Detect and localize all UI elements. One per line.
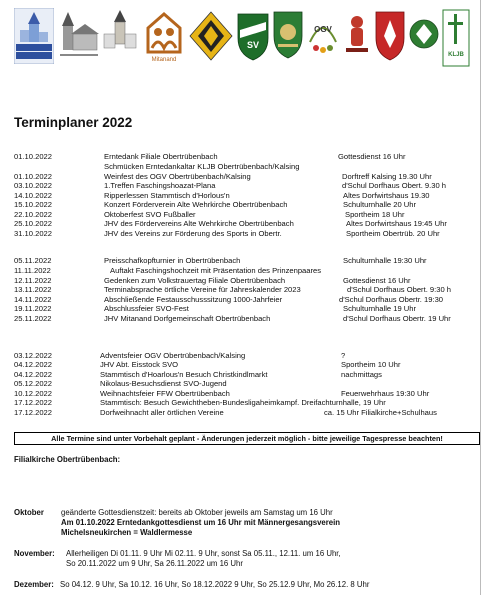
logo-kljb [442,8,470,68]
event-date: 17.12.2022 [14,398,53,407]
event-name: Stammtisch d'Hoarlous'n Besuch Christkindlmarkt [100,370,268,379]
event-date: 31.10.2022 [14,229,53,238]
event-place: Gottesdienst 16 Uhr [343,276,411,285]
event-name: Abschlussfeier SVO-Fest [104,304,189,313]
oktober-line-1: geänderte Gottesdienstzeit: bereits ab Oktober jeweils am Samstag um 16 Uhr [61,508,333,517]
event-date: 01.10.2022 [14,172,53,181]
oktober-label: Oktober [14,508,44,517]
event-date: 04.12.2022 [14,370,53,379]
event-place: d'Schul Dorfhaus Obert. 9.30 h [342,181,447,190]
event-date: 04.12.2022 [14,360,53,369]
event-name: JHV Abt. Eisstock SVO [100,360,179,369]
event-place: Altes Dorfwirtshaus 19:45 Uhr [346,219,447,228]
event-name: Ripperlessen Stammtisch d'Horlous'n [104,191,230,200]
event-name: Dorfweihnacht aller örtlichen Vereine [100,408,224,417]
event-place: Schulturnhalle 19 Uhr [343,304,417,313]
event-name: JHV Mitanand Dorfgemeinschaft Obertrübenbach [104,314,271,323]
event-name: Konzert Förderverein Alte Wehrkirche Obertrübenbach [104,200,288,209]
event-place: Sportheim 10 Uhr [341,360,401,369]
event-name: Weihnachtsfeier FFW Obertrübenbach [100,389,230,398]
event-date: 25.10.2022 [14,219,53,228]
event-date: 22.10.2022 [14,210,53,219]
dezember-line-1: So 04.12. 9 Uhr, Sa 10.12. 16 Uhr, So 18.12.2022 9 Uhr, So 25.12.9 Uhr, Mo 26.12. 8 Uhr [60,580,370,589]
logo-red-figure [342,8,372,64]
event-place: d'Schul Dorfhaus Obert. 9:30 h [347,285,452,294]
logo-fire-brigade-red [374,8,406,64]
logo-church-drawing [58,8,100,64]
svg-text:KLJB: KLJB [448,52,464,58]
logo-strip [14,8,470,70]
event-place: ca. 15 Uhr Filialkirche+Schulhaus [324,408,437,417]
page-title: Terminplaner 2022 [14,115,133,130]
event-place: Sportheim Obertrüb. 20 Uhr [346,229,440,238]
event-name: Weinfest des OGV Obertrübenbach/Kalsing [104,172,251,181]
event-name: Oktoberfest SVO Fußballer [104,210,196,219]
event-date: 12.11.2022 [14,276,52,285]
event-name: Terminabsprache örtliche Vereine für Jahreskalender 2023 [104,285,301,294]
event-date: 14.10.2022 [14,191,53,200]
svg-text:Mitanand: Mitanand [151,57,177,63]
disclaimer-notice: Alle Termine sind unter Vorbehalt geplant - Änderungen jederzeit möglich - bitte jeweilige Tagespresse beachten! [14,432,480,445]
event-date: 13.11.2022 [14,285,52,294]
november-line-2: So 20.11.2022 um 9 Uhr, Sa 26.11.2022 um 16 Uhr [66,559,243,568]
event-date: 19.11.2022 [14,304,52,313]
logo-sv [236,8,270,64]
page-edge [480,0,481,595]
event-place: Dorftreff Kalsing 19.30 Uhr [342,172,432,181]
logo-green-shield [408,8,440,64]
event-name: Stammtisch: Besuch Gewichtheben-Bundesligaheimkampf. Dreifachturnhalle, 19 Uhr [100,398,386,407]
logo-mitanand [142,8,186,64]
november-line-1: Allerheiligen Di 01.11. 9 Uhr Mi 02.11. 9 Uhr, sonst Sa 05.11., 12.11. um 16 Uhr, [66,549,341,558]
event-place: nachmittags [341,370,382,379]
event-date: 05.12.2022 [14,379,53,388]
event-date: 03.12.2022 [14,351,53,360]
event-name: Gedenken zum Volkstrauertag Filiale Obertrübenbach [104,276,286,285]
event-name: Nikolaus-Besuchsdienst SVO-Jugend [100,379,227,388]
logo-filialkirche [102,8,138,60]
event-name: JHV des Vereins zur Förderung des Sports in Obertr. [104,229,282,238]
logo-1000-jahre-truebenbach [14,8,54,64]
november-label: November: [14,549,55,558]
event-name: 1.Treffen Faschingshoazat-Plana [104,181,216,190]
event-name: Erntedank Filiale Obertrübenbach [104,152,218,161]
filialkirche-heading: Filialkirche Obertrübenbach: [14,455,121,464]
event-date: 17.12.2022 [14,408,53,417]
event-date: 25.11.2022 [14,314,52,323]
logo-diamond-emblem [188,8,234,64]
event-place: Altes Dorfwirtshaus 19.30 [343,191,430,200]
logo-ogv [306,8,340,64]
event-name: JHV des Fördervereins Alte Wehrkirche Obertrübenbach [104,219,294,228]
event-date: 03.10.2022 [14,181,53,190]
event-name: Abschließende Festausschusssitzung 1000-Jahrfeier [104,295,283,304]
svg-text:SV: SV [246,40,260,50]
oktober-line-3: Michelsneukirchen = Waldlermesse [61,528,193,537]
event-place: Schulturnhalle 20 Uhr [343,200,417,209]
dezember-label: Dezember: [14,580,54,589]
event-date: 14.11.2022 [14,295,52,304]
event-name: Auftakt Faschingshochzeit mit Präsentation des Prinzenpaares [110,266,322,275]
oktober-line-2: Am 01.10.2022 Erntedankgottesdienst um 16 Uhr mit Männergesangsverein [61,518,341,527]
event-date: 10.12.2022 [14,389,53,398]
event-date: 05.11.2022 [14,256,52,265]
event-place: d'Schul Dorfhaus Obertr. 19:30 [339,295,444,304]
event-place: ? [341,351,346,360]
event-place: Feuerwehrhaus 19:30 Uhr [341,389,430,398]
event-place: d'Schul Dorfhaus Obertr. 19 Uhr [343,314,451,323]
event-place: Sportheim 18 Uhr [345,210,405,219]
event-place: Schulturnhalle 19:30 Uhr [343,256,427,265]
event-name: Schmücken Erntedankaltar KLJB Obertrübenbach/Kalsing [104,162,300,171]
event-place: Gottesdienst 16 Uhr [338,152,406,161]
svg-text:OGV: OGV [314,25,332,34]
event-date: 15.10.2022 [14,200,53,209]
logo-green-crest [272,8,304,60]
event-name: Preisschafkopfturnier in Obertrübenbach [104,256,241,265]
event-date: 11.11.2022 [14,266,51,275]
event-name: Adventsfeier OGV Obertrübenbach/Kalsing [100,351,246,360]
event-date: 01.10.2022 [14,152,53,161]
